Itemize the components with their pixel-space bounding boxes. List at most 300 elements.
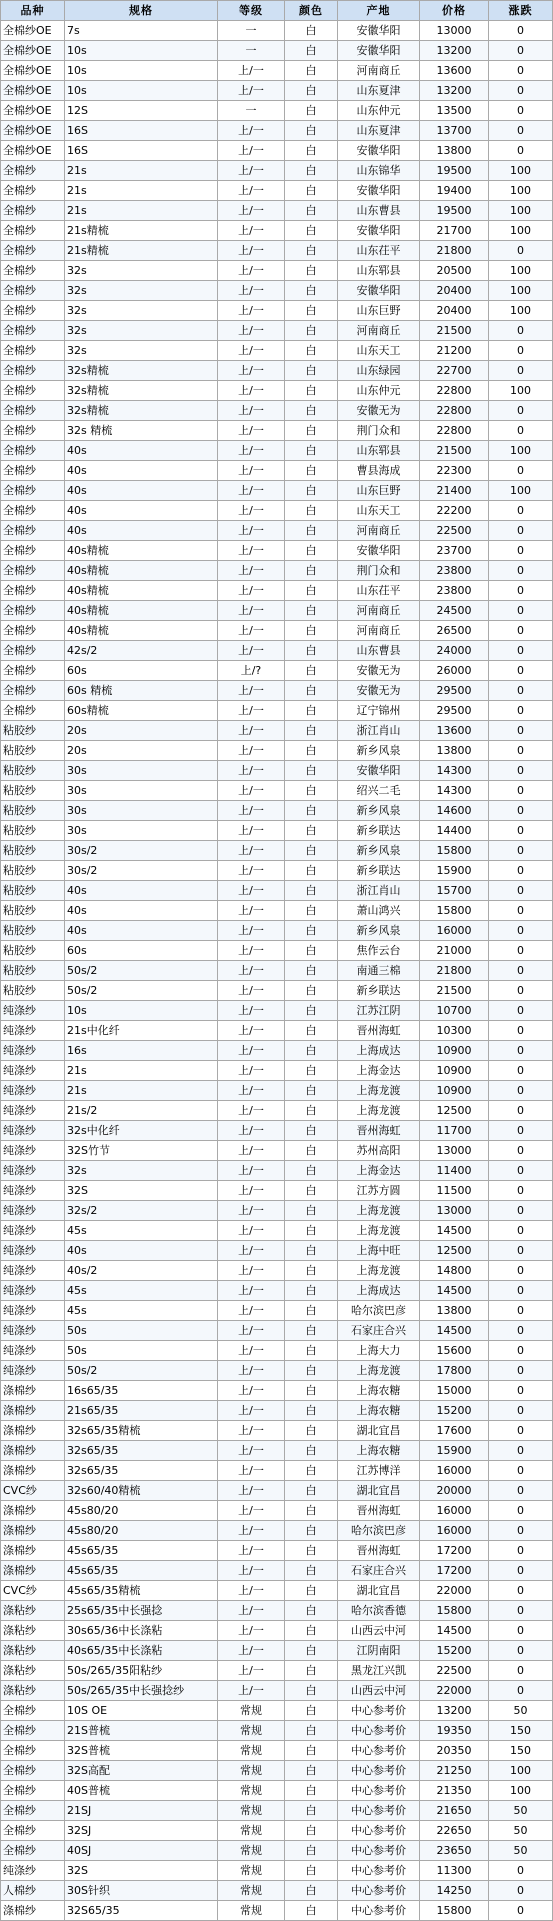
cell-price: 21200: [420, 341, 489, 361]
cell-variety: 纯涤纱: [1, 1361, 65, 1381]
cell-color: 白: [285, 181, 338, 201]
cell-grade: 上/一: [218, 981, 285, 1001]
cell-origin: 焦作云台: [338, 941, 420, 961]
cell-origin: 上海龙渡: [338, 1261, 420, 1281]
cell-grade: 上/一: [218, 1341, 285, 1361]
cell-variety: 全棉纱: [1, 1801, 65, 1821]
cell-grade: 上/一: [218, 1661, 285, 1681]
cell-grade: 上/一: [218, 1101, 285, 1121]
cell-variety: 全棉纱: [1, 621, 65, 641]
cell-color: 白: [285, 41, 338, 61]
cell-spec: 40s: [65, 481, 218, 501]
cell-origin: 中心参考价: [338, 1761, 420, 1781]
cell-price: 24500: [420, 601, 489, 621]
cell-origin: 新乡联达: [338, 821, 420, 841]
table-row: [1, 361, 553, 381]
cell-grade: 上/一: [218, 261, 285, 281]
cell-change: 100: [489, 261, 553, 281]
cell-spec: 50s/265/35中长强捻纱: [65, 1681, 218, 1701]
cell-color: 白: [285, 321, 338, 341]
cell-change: 0: [489, 421, 553, 441]
cell-color: 白: [285, 641, 338, 661]
cell-price: 13600: [420, 721, 489, 741]
table-row: [1, 901, 553, 921]
cell-price: 15000: [420, 1381, 489, 1401]
cell-grade: 一: [218, 41, 285, 61]
cell-origin: 石家庄合兴: [338, 1321, 420, 1341]
cell-spec: 40SJ: [65, 1841, 218, 1861]
cell-price: 15800: [420, 1601, 489, 1621]
cell-origin: 山西云中河: [338, 1621, 420, 1641]
table-row: [1, 1501, 553, 1521]
table-row: [1, 861, 553, 881]
cell-change: 0: [489, 1201, 553, 1221]
cell-spec: 21S普梳: [65, 1721, 218, 1741]
cell-variety: 全棉纱: [1, 401, 65, 421]
cell-spec: 7s: [65, 21, 218, 41]
cell-grade: 常规: [218, 1881, 285, 1901]
cell-change: 0: [489, 761, 553, 781]
cell-variety: 粘胶纱: [1, 781, 65, 801]
cell-change: 0: [489, 1181, 553, 1201]
cell-origin: 安徽无为: [338, 661, 420, 681]
cell-origin: 中心参考价: [338, 1701, 420, 1721]
cell-change: 0: [489, 461, 553, 481]
cell-grade: 上/一: [218, 581, 285, 601]
cell-grade: 常规: [218, 1701, 285, 1721]
cell-spec: 40s: [65, 1241, 218, 1261]
cell-spec: 21SJ: [65, 1801, 218, 1821]
table-row: [1, 721, 553, 741]
table-row: [1, 1741, 553, 1761]
cell-grade: 上/一: [218, 121, 285, 141]
cell-price: 13200: [420, 41, 489, 61]
cell-origin: 安徽华阳: [338, 541, 420, 561]
header-grade: 等级: [218, 1, 285, 21]
cell-variety: 全棉纱OE: [1, 41, 65, 61]
cell-change: 0: [489, 661, 553, 681]
cell-price: 22200: [420, 501, 489, 521]
cell-change: 0: [489, 1861, 553, 1881]
cell-origin: 中心参考价: [338, 1821, 420, 1841]
cell-price: 10900: [420, 1081, 489, 1101]
cell-spec: 20s: [65, 741, 218, 761]
cell-change: 0: [489, 1221, 553, 1241]
cell-color: 白: [285, 81, 338, 101]
cell-grade: 上/一: [218, 1261, 285, 1281]
cell-spec: 30s: [65, 761, 218, 781]
cell-change: 100: [489, 281, 553, 301]
cell-variety: 全棉纱: [1, 661, 65, 681]
cell-variety: 全棉纱: [1, 241, 65, 261]
cell-change: 0: [489, 1241, 553, 1261]
cell-change: 0: [489, 401, 553, 421]
cell-color: 白: [285, 1261, 338, 1281]
table-row: [1, 341, 553, 361]
cell-variety: 涤粘纱: [1, 1661, 65, 1681]
cell-grade: 上/一: [218, 1381, 285, 1401]
cell-variety: 粘胶纱: [1, 801, 65, 821]
table-row: [1, 321, 553, 341]
cell-origin: 新乡联达: [338, 861, 420, 881]
cell-variety: 纯涤纱: [1, 1221, 65, 1241]
cell-color: 白: [285, 1841, 338, 1861]
cell-price: 22800: [420, 421, 489, 441]
cell-variety: 全棉纱: [1, 1701, 65, 1721]
cell-variety: 全棉纱OE: [1, 21, 65, 41]
cell-price: 13000: [420, 1201, 489, 1221]
cell-price: 20400: [420, 301, 489, 321]
cell-variety: 全棉纱: [1, 581, 65, 601]
cell-color: 白: [285, 1181, 338, 1201]
cell-spec: 32SJ: [65, 1821, 218, 1841]
cell-variety: 全棉纱OE: [1, 101, 65, 121]
cell-price: 21000: [420, 941, 489, 961]
cell-origin: 中心参考价: [338, 1841, 420, 1861]
cell-price: 11400: [420, 1161, 489, 1181]
cell-color: 白: [285, 121, 338, 141]
cell-variety: 涤粘纱: [1, 1601, 65, 1621]
table-row: [1, 601, 553, 621]
cell-grade: 上/一: [218, 821, 285, 841]
cell-spec: 21s精梳: [65, 221, 218, 241]
table-row: [1, 1241, 553, 1261]
cell-change: 0: [489, 1461, 553, 1481]
cell-spec: 12S: [65, 101, 218, 121]
cell-change: 0: [489, 781, 553, 801]
cell-price: 13700: [420, 121, 489, 141]
cell-variety: 全棉纱: [1, 181, 65, 201]
cell-grade: 上/一: [218, 201, 285, 221]
cell-grade: 上/一: [218, 1061, 285, 1081]
cell-variety: 纯涤纱: [1, 1341, 65, 1361]
cell-spec: 21s: [65, 181, 218, 201]
cell-change: 0: [489, 801, 553, 821]
table-row: [1, 481, 553, 501]
table-row: [1, 581, 553, 601]
cell-change: 0: [489, 981, 553, 1001]
cell-spec: 32s精梳: [65, 381, 218, 401]
cell-grade: 上/一: [218, 1161, 285, 1181]
cell-origin: 上海龙渡: [338, 1361, 420, 1381]
cell-spec: 40s65/35中长涤粘: [65, 1641, 218, 1661]
cell-origin: 上海龙渡: [338, 1101, 420, 1121]
cell-price: 17200: [420, 1541, 489, 1561]
cell-color: 白: [285, 1301, 338, 1321]
cell-color: 白: [285, 1641, 338, 1661]
table-row: [1, 1041, 553, 1061]
cell-spec: 50s/265/35阳粘纱: [65, 1661, 218, 1681]
cell-variety: 全棉纱: [1, 281, 65, 301]
cell-change: 0: [489, 81, 553, 101]
cell-grade: 上/一: [218, 461, 285, 481]
cell-color: 白: [285, 681, 338, 701]
table-row: [1, 961, 553, 981]
cell-color: 白: [285, 1601, 338, 1621]
cell-origin: 山东曹县: [338, 201, 420, 221]
table-row: [1, 1281, 553, 1301]
cell-spec: 50s/2: [65, 1361, 218, 1381]
cell-origin: 山东茌平: [338, 581, 420, 601]
cell-spec: 45s65/35: [65, 1541, 218, 1561]
cell-change: 0: [489, 1881, 553, 1901]
cell-variety: 涤棉纱: [1, 1381, 65, 1401]
table-row: [1, 1601, 553, 1621]
cell-color: 白: [285, 1401, 338, 1421]
cell-price: 26500: [420, 621, 489, 641]
cell-spec: 30s/2: [65, 861, 218, 881]
cell-change: 0: [489, 1301, 553, 1321]
table-row: [1, 621, 553, 641]
cell-grade: 上/一: [218, 761, 285, 781]
cell-spec: 40s: [65, 881, 218, 901]
cell-variety: 纯涤纱: [1, 1261, 65, 1281]
cell-variety: 全棉纱: [1, 1761, 65, 1781]
cell-price: 13200: [420, 1701, 489, 1721]
cell-grade: 上/一: [218, 1541, 285, 1561]
cell-price: 14300: [420, 761, 489, 781]
cell-color: 白: [285, 721, 338, 741]
cell-origin: 新乡风泉: [338, 921, 420, 941]
cell-variety: 纯涤纱: [1, 1101, 65, 1121]
cell-spec: 32s: [65, 261, 218, 281]
cell-spec: 60s: [65, 941, 218, 961]
cell-grade: 上/一: [218, 241, 285, 261]
cell-grade: 上/一: [218, 1281, 285, 1301]
cell-color: 白: [285, 601, 338, 621]
cell-spec: 32S: [65, 1861, 218, 1881]
table-row: [1, 1061, 553, 1081]
cell-spec: 40s精梳: [65, 581, 218, 601]
cell-change: 150: [489, 1721, 553, 1741]
cell-variety: 涤棉纱: [1, 1541, 65, 1561]
cell-variety: 涤棉纱: [1, 1421, 65, 1441]
cell-price: 21500: [420, 441, 489, 461]
cell-variety: 涤粘纱: [1, 1681, 65, 1701]
cell-change: 100: [489, 481, 553, 501]
cell-variety: 全棉纱: [1, 521, 65, 541]
cell-price: 19350: [420, 1721, 489, 1741]
cell-spec: 32s中化纤: [65, 1121, 218, 1141]
cell-change: 0: [489, 1681, 553, 1701]
table-row: [1, 521, 553, 541]
cell-change: 0: [489, 1141, 553, 1161]
cell-change: 0: [489, 1121, 553, 1141]
cell-color: 白: [285, 1881, 338, 1901]
cell-price: 20500: [420, 261, 489, 281]
cell-price: 22300: [420, 461, 489, 481]
cell-origin: 山东巨野: [338, 481, 420, 501]
cell-grade: 上/一: [218, 521, 285, 541]
table-row: [1, 941, 553, 961]
cell-spec: 32s65/35精梳: [65, 1421, 218, 1441]
cell-variety: 涤棉纱: [1, 1521, 65, 1541]
cell-color: 白: [285, 461, 338, 481]
cell-grade: 上/一: [218, 921, 285, 941]
cell-origin: 山东夏津: [338, 81, 420, 101]
cell-variety: 纯涤纱: [1, 1001, 65, 1021]
cell-color: 白: [285, 881, 338, 901]
table-row: [1, 1081, 553, 1101]
table-row: [1, 881, 553, 901]
cell-origin: 上海农糖: [338, 1441, 420, 1461]
cell-grade: 上/一: [218, 181, 285, 201]
cell-variety: 全棉纱: [1, 701, 65, 721]
table-row: [1, 1801, 553, 1821]
cell-origin: 安徽无为: [338, 681, 420, 701]
table-row: [1, 1821, 553, 1841]
cell-change: 0: [489, 721, 553, 741]
cell-color: 白: [285, 1781, 338, 1801]
cell-price: 14300: [420, 781, 489, 801]
cell-change: 0: [489, 861, 553, 881]
cell-price: 10700: [420, 1001, 489, 1021]
table-row: [1, 501, 553, 521]
cell-change: 0: [489, 1561, 553, 1581]
cell-spec: 50s: [65, 1321, 218, 1341]
cell-color: 白: [285, 1501, 338, 1521]
cell-variety: 全棉纱: [1, 341, 65, 361]
cell-grade: 常规: [218, 1741, 285, 1761]
cell-spec: 45s65/35: [65, 1561, 218, 1581]
cell-origin: 新乡联达: [338, 981, 420, 1001]
cell-change: 0: [489, 1021, 553, 1041]
table-row: [1, 1581, 553, 1601]
cell-change: 0: [489, 1381, 553, 1401]
cell-change: 100: [489, 181, 553, 201]
cell-origin: 石家庄合兴: [338, 1561, 420, 1581]
cell-color: 白: [285, 1321, 338, 1341]
cell-color: 白: [285, 161, 338, 181]
table-row: [1, 1841, 553, 1861]
cell-grade: 上/一: [218, 1581, 285, 1601]
cell-origin: 江阴南阳: [338, 1641, 420, 1661]
cell-change: 100: [489, 161, 553, 181]
cell-variety: 全棉纱: [1, 481, 65, 501]
cell-origin: 中心参考价: [338, 1721, 420, 1741]
cell-grade: 上/一: [218, 1361, 285, 1381]
cell-color: 白: [285, 1701, 338, 1721]
cell-variety: 全棉纱: [1, 201, 65, 221]
cell-change: 0: [489, 1041, 553, 1061]
cell-grade: 上/一: [218, 1141, 285, 1161]
cell-color: 白: [285, 1221, 338, 1241]
table-row: [1, 681, 553, 701]
cell-change: 0: [489, 701, 553, 721]
table-row: [1, 1381, 553, 1401]
cell-price: 15800: [420, 901, 489, 921]
cell-change: 100: [489, 1781, 553, 1801]
cell-price: 12500: [420, 1101, 489, 1121]
cell-variety: 全棉纱: [1, 601, 65, 621]
cell-variety: 纯涤纱: [1, 1281, 65, 1301]
cell-origin: 中心参考价: [338, 1861, 420, 1881]
cell-origin: 河南商丘: [338, 321, 420, 341]
cell-spec: 21s/2: [65, 1101, 218, 1121]
cell-variety: 全棉纱: [1, 321, 65, 341]
cell-color: 白: [285, 521, 338, 541]
cell-spec: 10s: [65, 1001, 218, 1021]
cell-origin: 中心参考价: [338, 1801, 420, 1821]
cell-change: 0: [489, 641, 553, 661]
cell-change: 0: [489, 521, 553, 541]
cell-color: 白: [285, 101, 338, 121]
cell-variety: 纯涤纱: [1, 1241, 65, 1261]
cell-grade: 上/一: [218, 301, 285, 321]
cell-change: 0: [489, 1501, 553, 1521]
cell-price: 21500: [420, 321, 489, 341]
cell-grade: 常规: [218, 1781, 285, 1801]
cell-spec: 60s精梳: [65, 701, 218, 721]
cell-origin: 晋州海虹: [338, 1541, 420, 1561]
cell-spec: 40s精梳: [65, 601, 218, 621]
table-row: [1, 1421, 553, 1441]
cell-grade: 上/一: [218, 681, 285, 701]
cell-variety: 全棉纱OE: [1, 81, 65, 101]
cell-change: 0: [489, 1441, 553, 1461]
cell-spec: 21s: [65, 1081, 218, 1101]
cell-variety: 全棉纱: [1, 261, 65, 281]
table-row: [1, 1481, 553, 1501]
cell-price: 22500: [420, 521, 489, 541]
cell-change: 0: [489, 961, 553, 981]
cell-color: 白: [285, 201, 338, 221]
cell-variety: 纯涤纱: [1, 1041, 65, 1061]
cell-spec: 32s: [65, 341, 218, 361]
cell-color: 白: [285, 301, 338, 321]
cell-spec: 16S: [65, 141, 218, 161]
cell-price: 15700: [420, 881, 489, 901]
cell-change: 0: [489, 821, 553, 841]
cell-color: 白: [285, 501, 338, 521]
cell-variety: 纯涤纱: [1, 1161, 65, 1181]
cell-change: 0: [489, 901, 553, 921]
cell-price: 16000: [420, 921, 489, 941]
cell-change: 100: [489, 441, 553, 461]
cell-spec: 32s: [65, 281, 218, 301]
cell-color: 白: [285, 1461, 338, 1481]
cell-color: 白: [285, 401, 338, 421]
cell-color: 白: [285, 1201, 338, 1221]
cell-price: 11700: [420, 1121, 489, 1141]
table-row: [1, 701, 553, 721]
cell-change: 0: [489, 101, 553, 121]
cell-grade: 上/一: [218, 1081, 285, 1101]
cell-origin: 新乡风泉: [338, 801, 420, 821]
cell-change: 0: [489, 541, 553, 561]
cell-color: 白: [285, 341, 338, 361]
cell-price: 20000: [420, 1481, 489, 1501]
cell-change: 50: [489, 1801, 553, 1821]
cell-grade: 上/一: [218, 541, 285, 561]
cell-change: 0: [489, 21, 553, 41]
cell-price: 14250: [420, 1881, 489, 1901]
cell-grade: 常规: [218, 1861, 285, 1881]
header-spec: 规格: [65, 1, 218, 21]
table-row: [1, 1441, 553, 1461]
cell-spec: 10s: [65, 81, 218, 101]
cell-grade: 上/一: [218, 901, 285, 921]
cell-origin: 江苏江阴: [338, 1001, 420, 1021]
table-row: [1, 781, 553, 801]
table-row: [1, 761, 553, 781]
cell-variety: 粘胶纱: [1, 881, 65, 901]
cell-grade: 上/一: [218, 1181, 285, 1201]
table-row: [1, 1521, 553, 1541]
cell-grade: 上/一: [218, 281, 285, 301]
cell-variety: 涤棉纱: [1, 1441, 65, 1461]
cell-origin: 南通三棉: [338, 961, 420, 981]
